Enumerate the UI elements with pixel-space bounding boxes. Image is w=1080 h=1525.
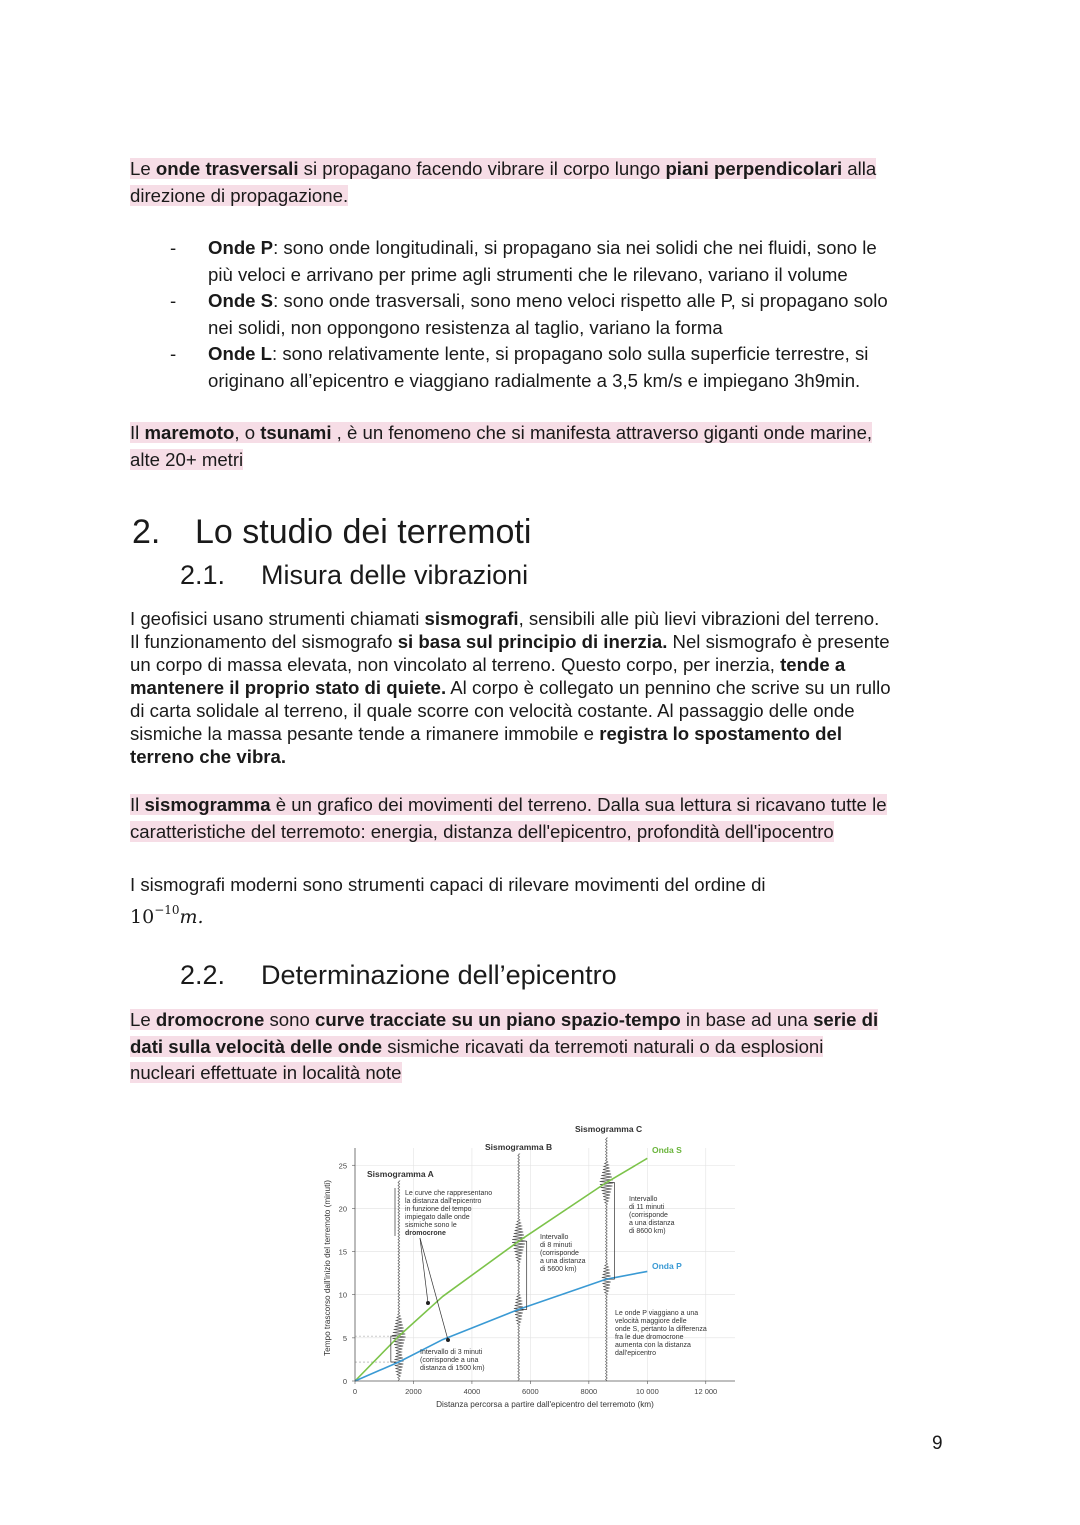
svg-text:fra le due dromocrone: fra le due dromocrone bbox=[615, 1334, 684, 1341]
x-tick-label: 6000 bbox=[522, 1387, 539, 1396]
y-tick-label: 5 bbox=[342, 1333, 347, 1343]
svg-text:(corrisponde a una: (corrisponde a una bbox=[420, 1357, 479, 1364]
seismogram-b-label: Sismogramma B bbox=[485, 1142, 553, 1152]
math-expression: $10^{-10}m$. bbox=[130, 902, 204, 928]
svg-text:in funzione del tempo: in funzione del tempo bbox=[405, 1206, 472, 1213]
svg-text:sismiche sono le: sismiche sono le bbox=[405, 1222, 457, 1229]
svg-text:a una distanza: a una distanza bbox=[540, 1258, 586, 1265]
y-tick-label: 25 bbox=[338, 1161, 347, 1171]
paragraph-maremoto: Il maremoto, o tsunami , è un fenomeno che si manifesta attraverso giganti onde marine, alte 20+ metri bbox=[130, 422, 873, 470]
x-axis-label: Distanza percorsa a partire dall'epicentro del terremoto (km) bbox=[436, 1400, 654, 1409]
annotation-p-waves bbox=[615, 1310, 707, 1357]
seismogram-a-label: Sismogramma A bbox=[367, 1169, 434, 1179]
svg-text:dromocrone: dromocrone bbox=[405, 1230, 446, 1237]
paragraph-sismogramma: Il sismogramma è un grafico dei movimenti del terreno. Dalla sua lettura si ricavano tutte le caratteristiche del terremoto: energia, distanza dell'epicentro, profondità dell'ipocentro bbox=[130, 794, 887, 842]
svg-text:dall'epicentro: dall'epicentro bbox=[615, 1350, 657, 1357]
svg-text:di 5600 km): di 5600 km) bbox=[540, 1266, 577, 1273]
y-axis-label: Tempo trascorso dall'inizio del terremoto (minuti) bbox=[323, 1180, 332, 1356]
x-tick-label: 2000 bbox=[405, 1387, 422, 1396]
svg-text:di 8 minuti: di 8 minuti bbox=[540, 1242, 572, 1249]
svg-text:a una distanza: a una distanza bbox=[629, 1220, 675, 1227]
interval-bracket bbox=[609, 1183, 614, 1280]
svg-text:di 8600 km): di 8600 km) bbox=[629, 1228, 666, 1235]
paragraph-onde-trasversali: Le onde trasversali si propagano facendo vibrare il corpo lungo piani perpendicolari alla direzione di propagazione. bbox=[130, 158, 877, 206]
x-tick-label: 12 000 bbox=[694, 1387, 718, 1396]
x-tick-label: 4000 bbox=[463, 1387, 481, 1396]
svg-text:distanza di 1500 km): distanza di 1500 km) bbox=[420, 1365, 485, 1372]
x-tick-label: 0 bbox=[352, 1387, 358, 1396]
section-heading: 2. Lo studio dei terremoti bbox=[132, 513, 532, 551]
x-tick-label: 8000 bbox=[580, 1387, 598, 1396]
svg-text:impiegato dalle onde: impiegato dalle onde bbox=[405, 1214, 470, 1221]
svg-text:Le curve che rappresentano: Le curve che rappresentano bbox=[405, 1190, 493, 1197]
seismogram-trace bbox=[512, 1154, 526, 1381]
annotation-dromocrone bbox=[405, 1190, 492, 1237]
svg-text:Le onde P viaggiano a una: Le onde P viaggiano a una bbox=[615, 1310, 699, 1317]
seismogram-trace bbox=[392, 1181, 406, 1381]
svg-text:Intervallo: Intervallo bbox=[629, 1196, 658, 1203]
svg-text:onde S, pertanto la differenza: onde S, pertanto la differenza bbox=[615, 1326, 707, 1333]
list-item: - Onde P: sono onde longitudinali, si propagano sia nei solidi che nei fluidi, sono le più veloci e arrivano per prime agli strumenti che le rilevano, variano il volume bbox=[170, 237, 877, 285]
y-tick-label: 15 bbox=[338, 1247, 347, 1257]
seismogram-trace bbox=[600, 1138, 614, 1381]
list-item: - Onde L: sono relativamente lente, si propagano solo sulla superficie terrestre, si originano all’epicentro e viaggiano radialmente a 3,5 km/s e impiegano 3h9min. bbox=[170, 343, 869, 391]
seismogram-c-label: Sismogramma C bbox=[575, 1124, 643, 1134]
svg-text:aumenta con la distanza: aumenta con la distanza bbox=[615, 1342, 691, 1349]
annotation-interval-8 bbox=[540, 1234, 586, 1273]
y-tick-label: 0 bbox=[342, 1377, 347, 1386]
legend-onda-p: Onda P bbox=[652, 1261, 682, 1271]
svg-text:(corrisponde: (corrisponde bbox=[629, 1212, 668, 1219]
paragraph-sismografi: I geofisici usano strumenti chiamati sismografi, sensibili alle più lievi vibrazioni del terreno. Il funzionamento del sismografo si basa sul principio di inerzia. Nel sismografo è presente un corpo di massa elevata, non vincolato al terreno. Questo corpo, per inerzia, tende a mantenere il proprio stato di quiete. Al corpo è collegato un pennino che scrive su un rullo di carta solidale al terreno, il quale scorre con velocità costante. Al passaggio delle onde sismiche la massa pesante tende a rimanere immobile e registra lo spostamento del terreno che vibra. bbox=[130, 608, 891, 767]
dromocrone-chart bbox=[310, 1108, 750, 1418]
svg-text:(corrisponde: (corrisponde bbox=[540, 1250, 579, 1257]
svg-text:velocità maggiore delle: velocità maggiore delle bbox=[615, 1318, 687, 1325]
subsection-heading: 2.1. Misura delle vibrazioni bbox=[180, 560, 529, 590]
wave-types-list bbox=[170, 235, 950, 394]
chart-curves bbox=[355, 1158, 647, 1381]
svg-text:la distanza dall'epicentro: la distanza dall'epicentro bbox=[405, 1198, 482, 1205]
paragraph-sismografi-moderni: I sismografi moderni sono strumenti capaci di rilevare movimenti del ordine di $10^{-10}m$. bbox=[130, 874, 766, 928]
svg-text:di 11 minuti: di 11 minuti bbox=[629, 1204, 665, 1211]
subsection-heading: 2.2. Determinazione dell’epicentro bbox=[180, 960, 617, 990]
y-tick-label: 20 bbox=[338, 1204, 347, 1214]
svg-text:Intervallo di 3 minuti: Intervallo di 3 minuti bbox=[420, 1349, 483, 1356]
paragraph-dromocrone: Le dromocrone sono curve tracciate su un piano spazio-tempo in base ad una serie di dati sulla velocità delle onde sismiche ricavati da terremoti naturali o da esplosioni nucleari effettuate in località note bbox=[130, 1009, 879, 1083]
legend-onda-s: Onda S bbox=[652, 1145, 682, 1155]
x-tick-label: 10 000 bbox=[635, 1387, 659, 1396]
page-number: 9 bbox=[932, 1433, 943, 1454]
list-item: - Onde S: sono onde trasversali, sono meno veloci rispetto alle P, si propagano solo nei solidi, non oppongono resistenza al taglio, variano la forma bbox=[170, 290, 888, 338]
chart-ticks bbox=[339, 1161, 718, 1396]
svg-text:Intervallo: Intervallo bbox=[540, 1234, 569, 1241]
annotation-interval-11 bbox=[629, 1196, 675, 1235]
annotation-interval-3 bbox=[420, 1349, 485, 1372]
y-tick-label: 10 bbox=[338, 1290, 347, 1300]
onda-s-curve bbox=[355, 1158, 647, 1381]
